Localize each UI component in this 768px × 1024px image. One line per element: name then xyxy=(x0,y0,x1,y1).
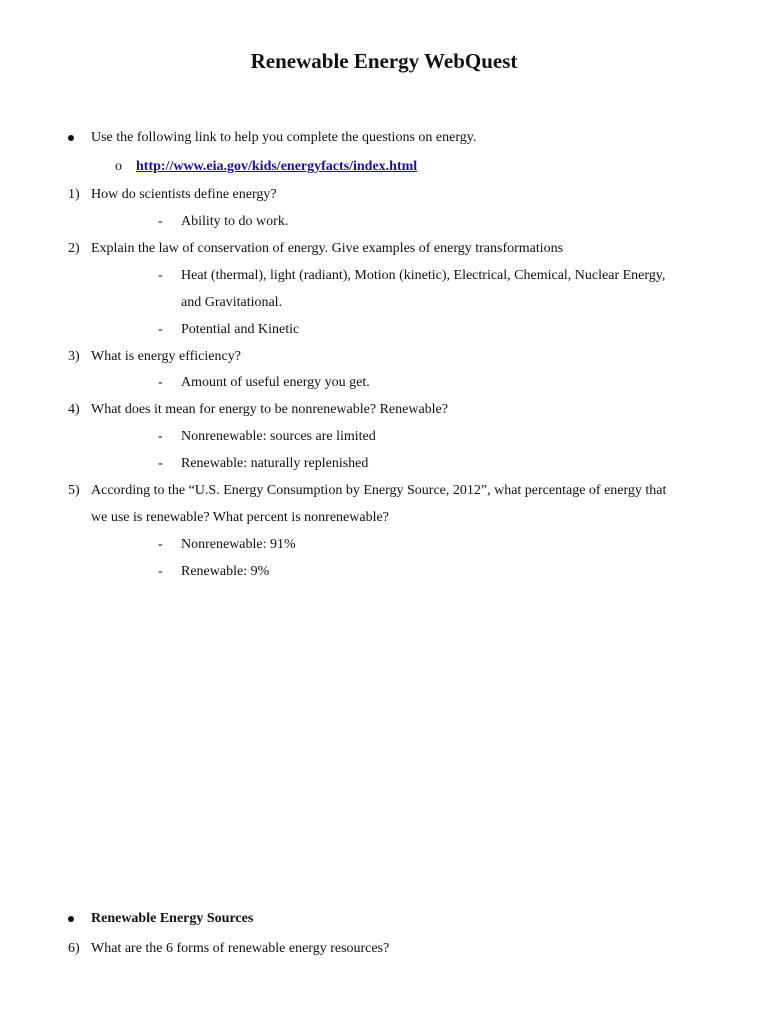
question-text-continued: we use is renewable? What percent is nonrenewable? xyxy=(91,510,389,525)
answer-text: Renewable: naturally replenished xyxy=(181,456,369,471)
answer-text: Heat (thermal), light (radiant), Motion (kinetic), Electrical, Chemical, Nuclear Energy, xyxy=(181,268,666,283)
question-number: 6) xyxy=(68,941,80,956)
question-text: What is energy efficiency? xyxy=(91,349,241,364)
question-number: 1) xyxy=(68,187,80,202)
question-text: How do scientists define energy? xyxy=(91,187,277,202)
answer-text: Nonrenewable: 91% xyxy=(181,537,296,552)
question-text: What are the 6 forms of renewable energy resources? xyxy=(91,941,390,956)
answer-dash: - xyxy=(158,268,163,283)
resource-link[interactable]: http://www.eia.gov/kids/energyfacts/index.html xyxy=(136,159,418,174)
answer-dash: - xyxy=(158,214,163,229)
intro-text: Use the following link to help you complete the questions on energy. xyxy=(91,130,477,145)
question-number: 4) xyxy=(68,402,80,417)
answer-text: Renewable: 9% xyxy=(181,564,270,579)
answer-text: Nonrenewable: sources are limited xyxy=(181,429,376,444)
question-number: 3) xyxy=(68,349,80,364)
question-text: According to the “U.S. Energy Consumption by Energy Source, 2012”, what percentage of energy that xyxy=(91,483,667,498)
question-number: 5) xyxy=(68,483,80,498)
bullet-icon xyxy=(68,916,74,922)
answer-text: Amount of useful energy you get. xyxy=(181,375,370,390)
answer-dash: - xyxy=(158,375,163,390)
answer-text-continued: and Gravitational. xyxy=(181,295,283,310)
answer-dash: - xyxy=(158,322,163,337)
question-number: 2) xyxy=(68,241,80,256)
answer-text: Ability to do work. xyxy=(181,214,289,229)
answer-dash: - xyxy=(158,564,163,579)
answer-dash: - xyxy=(158,429,163,444)
bullet-icon xyxy=(68,135,74,141)
page-title: Renewable Energy WebQuest xyxy=(250,49,518,73)
section-heading: Renewable Energy Sources xyxy=(91,911,254,926)
question-text: What does it mean for energy to be nonrenewable? Renewable? xyxy=(91,402,448,417)
answer-dash: - xyxy=(158,456,163,471)
answer-dash: - xyxy=(158,537,163,552)
answer-text: Potential and Kinetic xyxy=(181,322,300,337)
question-text: Explain the law of conservation of energy. Give examples of energy transformations xyxy=(91,241,564,256)
sub-bullet-marker: o xyxy=(115,159,122,174)
